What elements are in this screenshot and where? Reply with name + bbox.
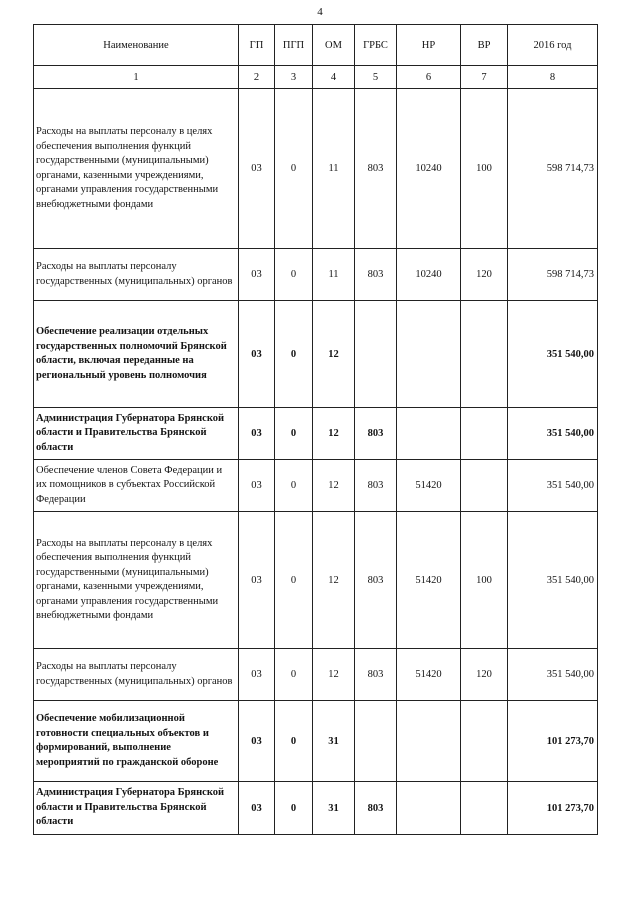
column-number-row bbox=[34, 66, 598, 89]
row-vr bbox=[461, 408, 508, 460]
row-amount: 101 273,70 bbox=[508, 701, 598, 782]
column-number-cell: 3 bbox=[275, 66, 313, 89]
row-name: Расходы на выплаты персоналу в целях обеспечения выполнения функций государственными (муниципальными) органами, казенными учреждениями, органами управления государственными внебюджетными фондами bbox=[34, 512, 239, 649]
row-om: 31 bbox=[313, 701, 355, 782]
row-vr: 120 bbox=[461, 249, 508, 301]
row-nr: 10240 bbox=[397, 249, 461, 301]
column-number-cell: 8 bbox=[508, 66, 598, 89]
table-row bbox=[34, 512, 598, 649]
row-om: 31 bbox=[313, 782, 355, 835]
row-nr: 51420 bbox=[397, 649, 461, 701]
row-nr: 51420 bbox=[397, 460, 461, 512]
table-row bbox=[34, 460, 598, 512]
row-om: 12 bbox=[313, 408, 355, 460]
row-pgp: 0 bbox=[275, 301, 313, 408]
row-vr bbox=[461, 701, 508, 782]
row-name: Обеспечение реализации отдельных государственных полномочий Брянской области, включая переданные на региональный уровень полномочия bbox=[34, 301, 239, 408]
row-grbs bbox=[355, 701, 397, 782]
table-row bbox=[34, 649, 598, 701]
row-nr bbox=[397, 701, 461, 782]
row-gp: 03 bbox=[239, 89, 275, 249]
table-row bbox=[34, 301, 598, 408]
row-name: Администрация Губернатора Брянской области и Правительства Брянской области bbox=[34, 408, 239, 460]
row-nr bbox=[397, 301, 461, 408]
row-vr: 100 bbox=[461, 512, 508, 649]
row-nr bbox=[397, 782, 461, 835]
table-row bbox=[34, 701, 598, 782]
header-cell: ГРБС bbox=[355, 25, 397, 66]
row-nr bbox=[397, 408, 461, 460]
row-vr: 100 bbox=[461, 89, 508, 249]
row-pgp: 0 bbox=[275, 782, 313, 835]
page-number: 4 bbox=[317, 6, 323, 18]
row-grbs: 803 bbox=[355, 782, 397, 835]
row-pgp: 0 bbox=[275, 408, 313, 460]
row-pgp: 0 bbox=[275, 89, 313, 249]
row-grbs: 803 bbox=[355, 249, 397, 301]
row-vr: 120 bbox=[461, 649, 508, 701]
row-om: 12 bbox=[313, 512, 355, 649]
row-amount: 101 273,70 bbox=[508, 782, 598, 835]
column-number-cell: 4 bbox=[313, 66, 355, 89]
header-cell: НР bbox=[397, 25, 461, 66]
row-gp: 03 bbox=[239, 301, 275, 408]
header-cell: ГП bbox=[239, 25, 275, 66]
row-amount: 598 714,73 bbox=[508, 89, 598, 249]
header-cell: Наименование bbox=[34, 25, 239, 66]
header-cell: ВР bbox=[461, 25, 508, 66]
row-om: 12 bbox=[313, 460, 355, 512]
row-name: Расходы на выплаты персоналу в целях обеспечения выполнения функций государственными (муниципальными) органами, казенными учреждениями, органами управления государственными внебюджетными фондами bbox=[34, 89, 239, 249]
table-row bbox=[34, 89, 598, 249]
row-gp: 03 bbox=[239, 649, 275, 701]
row-vr bbox=[461, 782, 508, 835]
column-number-cell: 1 bbox=[34, 66, 239, 89]
row-name: Расходы на выплаты персоналу государственных (муниципальных) органов bbox=[34, 249, 239, 301]
table-row bbox=[34, 408, 598, 460]
row-gp: 03 bbox=[239, 782, 275, 835]
row-gp: 03 bbox=[239, 408, 275, 460]
row-grbs: 803 bbox=[355, 460, 397, 512]
row-name: Расходы на выплаты персоналу государственных (муниципальных) органов bbox=[34, 649, 239, 701]
row-grbs bbox=[355, 301, 397, 408]
row-grbs: 803 bbox=[355, 649, 397, 701]
row-om: 11 bbox=[313, 249, 355, 301]
row-om: 12 bbox=[313, 301, 355, 408]
row-pgp: 0 bbox=[275, 649, 313, 701]
row-amount: 598 714,73 bbox=[508, 249, 598, 301]
row-amount: 351 540,00 bbox=[508, 301, 598, 408]
header-cell: ОМ bbox=[313, 25, 355, 66]
row-nr: 10240 bbox=[397, 89, 461, 249]
table-row bbox=[34, 249, 598, 301]
column-number-cell: 6 bbox=[397, 66, 461, 89]
row-grbs: 803 bbox=[355, 512, 397, 649]
row-grbs: 803 bbox=[355, 89, 397, 249]
header-row bbox=[34, 25, 598, 66]
row-gp: 03 bbox=[239, 249, 275, 301]
row-pgp: 0 bbox=[275, 701, 313, 782]
row-gp: 03 bbox=[239, 460, 275, 512]
header-cell: ПГП bbox=[275, 25, 313, 66]
row-om: 11 bbox=[313, 89, 355, 249]
row-name: Обеспечение мобилизационной готовности специальных объектов и формирований, выполнение мероприятий по гражданской обороне bbox=[34, 701, 239, 782]
row-pgp: 0 bbox=[275, 460, 313, 512]
row-amount: 351 540,00 bbox=[508, 649, 598, 701]
row-grbs: 803 bbox=[355, 408, 397, 460]
column-number-cell: 5 bbox=[355, 66, 397, 89]
row-gp: 03 bbox=[239, 701, 275, 782]
row-vr bbox=[461, 460, 508, 512]
column-number-cell: 7 bbox=[461, 66, 508, 89]
row-nr: 51420 bbox=[397, 512, 461, 649]
row-vr bbox=[461, 301, 508, 408]
row-name: Администрация Губернатора Брянской области и Правительства Брянской области bbox=[34, 782, 239, 835]
row-pgp: 0 bbox=[275, 249, 313, 301]
table-row bbox=[34, 782, 598, 835]
row-gp: 03 bbox=[239, 512, 275, 649]
row-name: Обеспечение членов Совета Федерации и их помощников в субъектах Российской Федерации bbox=[34, 460, 239, 512]
row-amount: 351 540,00 bbox=[508, 408, 598, 460]
header-cell: 2016 год bbox=[508, 25, 598, 66]
column-number-cell: 2 bbox=[239, 66, 275, 89]
row-amount: 351 540,00 bbox=[508, 512, 598, 649]
row-amount: 351 540,00 bbox=[508, 460, 598, 512]
row-pgp: 0 bbox=[275, 512, 313, 649]
budget-table bbox=[33, 24, 598, 835]
row-om: 12 bbox=[313, 649, 355, 701]
